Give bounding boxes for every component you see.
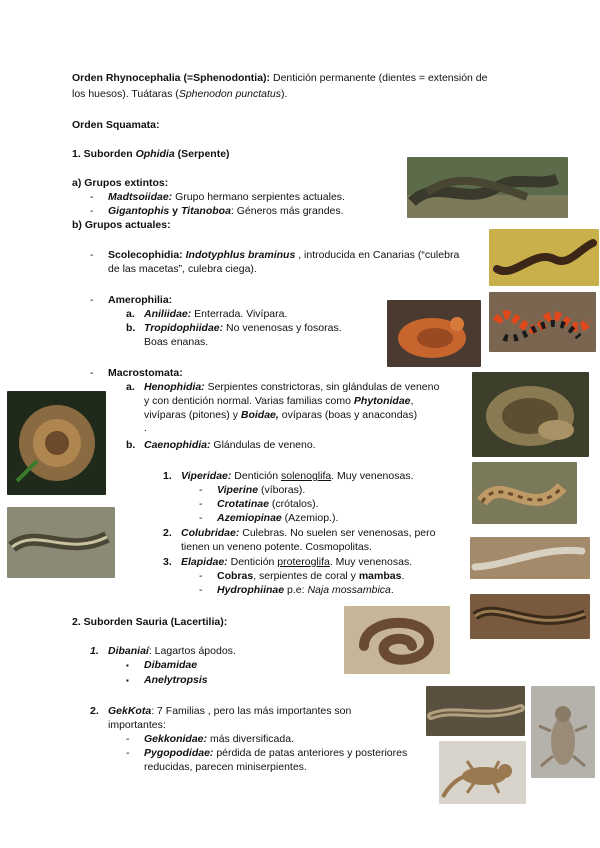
colubridae-line2: tienen un veneno potente. Cosmopolitas.	[181, 541, 372, 553]
anelytropsis-item	[126, 673, 208, 688]
macro-a-letter: a.	[126, 381, 135, 393]
dash: -	[199, 584, 203, 596]
viperidae-name: Viperidae:	[181, 470, 232, 482]
rhyncho-title: Orden Rhynocephalia (=Sphenodontia):	[72, 72, 271, 84]
crotatinae-item	[199, 497, 319, 511]
amero-b-line	[144, 321, 377, 335]
elapidae-t2: . Muy venenosas.	[329, 556, 413, 568]
pygopodidae-line2: reducidas, parecen miniserpientes.	[144, 761, 307, 773]
macro-name: Macrostomata:	[108, 367, 183, 379]
amero-dash: -	[90, 294, 94, 306]
amero-a-line	[144, 307, 287, 321]
rhyncho-paragraph	[72, 71, 527, 85]
dibamidae-item	[126, 658, 198, 673]
sub-name: Viperine	[217, 484, 259, 496]
sub-text: (Azemiop.).	[281, 512, 339, 524]
dibamia-text: : Lagartos ápodos.	[148, 645, 236, 657]
sauria-heading: 2. Suborden Sauria (Lacertilia):	[72, 616, 228, 628]
scoleco-line2: de las macetas”, culebra ciega).	[108, 263, 257, 275]
gekkota-text1: : 7 Familias , pero las más importantes son	[151, 705, 352, 717]
scoleco-line1	[108, 248, 459, 262]
mamba-photo	[470, 537, 590, 579]
colubridae-name: Colubridae:	[181, 527, 240, 539]
solenoglifa-term: solenoglifa	[281, 470, 332, 482]
squamata-title: Orden Squamata:	[72, 119, 160, 131]
pygopodidae-text1: pérdida de patas anteriores y posteriores	[213, 747, 408, 759]
aniliidae-photo	[387, 300, 481, 367]
hydrophiinae-end: .	[390, 584, 394, 596]
naja-species: Naja mossambica	[307, 584, 391, 596]
actuales-heading: b) Grupos actuales:	[72, 219, 171, 231]
scoleco-dash: -	[90, 249, 94, 261]
pygopodidae-name: Pygopodidae:	[144, 747, 214, 759]
amero-b-line2: Boas enanas.	[144, 336, 209, 348]
python-photo	[472, 372, 589, 457]
dash: -	[199, 484, 203, 496]
henophidia-dot: .	[144, 422, 147, 434]
gecko-rock-photo	[531, 686, 595, 778]
ophidia-suffix: (Serpente)	[174, 148, 230, 160]
scoleco-text1: , introducida en Canarias (“culebra	[295, 249, 460, 261]
dash: -	[199, 570, 203, 582]
extintos-item-1	[90, 190, 345, 204]
amero-a-letter: a.	[126, 308, 135, 320]
banded-snake-photo	[489, 292, 596, 352]
cobras-item	[199, 569, 405, 583]
square-bullet: ▪	[126, 661, 129, 670]
ophidia-heading	[72, 147, 230, 161]
gekkonidae-text: más diversificada.	[207, 733, 294, 745]
elapidae-name: Elapidae:	[181, 556, 228, 568]
caenophidia-name: Caenophidia:	[144, 439, 211, 451]
phytonidae-name: Phytonidae	[353, 395, 411, 407]
henophidia-line1	[144, 380, 439, 394]
colubridae-text1: Culebras. No suelen ser venenosas, pero	[239, 527, 436, 539]
hydrophiinae-item	[199, 583, 394, 597]
colubridae-line1	[181, 526, 461, 540]
henophidia-name: Henophidia:	[144, 381, 205, 393]
boa-photo	[7, 391, 106, 495]
proteroglifa-term: proteroglifa	[277, 556, 330, 568]
blind-snake-photo	[489, 229, 599, 286]
rhyncho-species: Sphenodon punctatus	[178, 88, 281, 100]
item-text: : Géneros más grandes.	[230, 205, 344, 217]
dash: -	[90, 205, 94, 217]
titanoboa-photo	[407, 157, 568, 218]
rhyncho-desc1: Dentición permanente (dientes = extensión de	[270, 72, 488, 84]
colubrid-photo	[7, 507, 115, 578]
dibamia-num: 1.	[90, 645, 99, 657]
amero-name: Amerophilia:	[108, 294, 173, 306]
cobras-end: .	[401, 570, 405, 582]
colubridae-num: 2.	[163, 527, 172, 539]
henophidia-text3: vivíparas (pitones) y	[144, 409, 241, 421]
elapidae-num: 3.	[163, 556, 172, 568]
tropido-name: Tropidophiidae:	[144, 322, 224, 334]
henophidia-comma: ,	[410, 395, 414, 407]
aniliidae-text: Enterrada. Vivípara.	[191, 308, 288, 320]
extintos-item-2	[90, 204, 344, 218]
scoleco-species: Indotyphlus braminus	[185, 249, 296, 261]
henophidia-text1: Serpientes constrictoras, sin glándulas de veneno	[204, 381, 440, 393]
azemiopinae-item	[199, 511, 339, 525]
scoleco-name: Scolecophidia:	[108, 249, 183, 261]
viperidae-line	[181, 469, 414, 483]
aniliidae-name: Aniliidae:	[144, 308, 192, 320]
hydrophiinae-text: p.e:	[284, 584, 308, 596]
macro-dash: -	[90, 367, 94, 379]
item-name: Gigantophis	[108, 205, 170, 217]
caenophidia-line	[144, 438, 316, 452]
caenophidia-text: Glándulas de veneno.	[210, 439, 316, 451]
rattlesnake-photo	[472, 462, 577, 524]
dash: -	[199, 512, 203, 524]
dibamia-line	[108, 644, 236, 658]
dash: -	[199, 498, 203, 510]
rhyncho-line2	[72, 87, 287, 101]
rhyncho-desc2: los huesos). Tuátaras (	[72, 88, 179, 100]
sub-text: (víboras).	[258, 484, 306, 496]
gekkota-line1	[108, 704, 416, 718]
elapidae-t1: Dentición	[227, 556, 278, 568]
dibamidae-name: Dibamidae	[144, 659, 198, 671]
pygopodidae-item	[126, 746, 408, 760]
dash: -	[90, 191, 94, 203]
item-text: Grupo hermano serpientes actuales.	[172, 191, 345, 203]
ophidia-num: 1. Suborden	[72, 148, 136, 160]
sub-name: Azemiopinae	[217, 512, 282, 524]
extintos-heading: a) Grupos extintos:	[72, 177, 169, 189]
henophidia-line3	[144, 408, 417, 422]
elapidae-line	[181, 555, 412, 569]
boidae-name: Boidae,	[240, 409, 279, 421]
dash: -	[126, 733, 130, 745]
henophidia-text4: ovíparas (boas y anacondas)	[278, 409, 418, 421]
pygopodid-photo	[426, 686, 525, 736]
tropido-text1: No venenosas y fosoras.	[223, 322, 342, 334]
cobras-text: , serpientes de coral y	[253, 570, 359, 582]
hydrophiinae-name: Hydrophiinae	[217, 584, 285, 596]
viperine-item	[199, 483, 306, 497]
amero-b-letter: b.	[126, 322, 136, 334]
naja-photo	[470, 594, 590, 639]
viperidae-num: 1.	[163, 470, 172, 482]
dash: -	[126, 747, 130, 759]
gekkonidae-name: Gekkonidae:	[144, 733, 208, 745]
item-name: Titanoboa	[180, 205, 231, 217]
item-sep: y	[169, 205, 181, 217]
gekkota-line2: importantes:	[108, 719, 166, 731]
square-bullet: ▪	[126, 676, 129, 685]
gekkota-num: 2.	[90, 705, 99, 717]
rhyncho-desc3: ).	[280, 88, 288, 100]
ophidia-name: Ophidia	[135, 148, 175, 160]
sub-text: (crótalos).	[268, 498, 319, 510]
gecko-photo	[439, 741, 526, 804]
viperidae-t2: . Muy venenosas.	[331, 470, 414, 482]
dibamia-name: Dibaniaí	[108, 645, 149, 657]
sub-name: Crotatinae	[217, 498, 269, 510]
cobras-name: Cobras	[217, 570, 254, 582]
macro-b-letter: b.	[126, 439, 136, 451]
mambas-name: mambas	[358, 570, 402, 582]
henophidia-text2: y con dentición normal. Varias familias como	[144, 395, 354, 407]
item-name: Madtsoiidae:	[108, 191, 173, 203]
anelytropsis-name: Anelytropsis	[144, 674, 208, 686]
henophidia-line2	[144, 394, 413, 408]
gekkota-name: GekKota	[108, 705, 152, 717]
gekkonidae-item	[126, 732, 294, 746]
dibamid-photo	[344, 606, 450, 674]
viperidae-t1: Dentición	[231, 470, 281, 482]
